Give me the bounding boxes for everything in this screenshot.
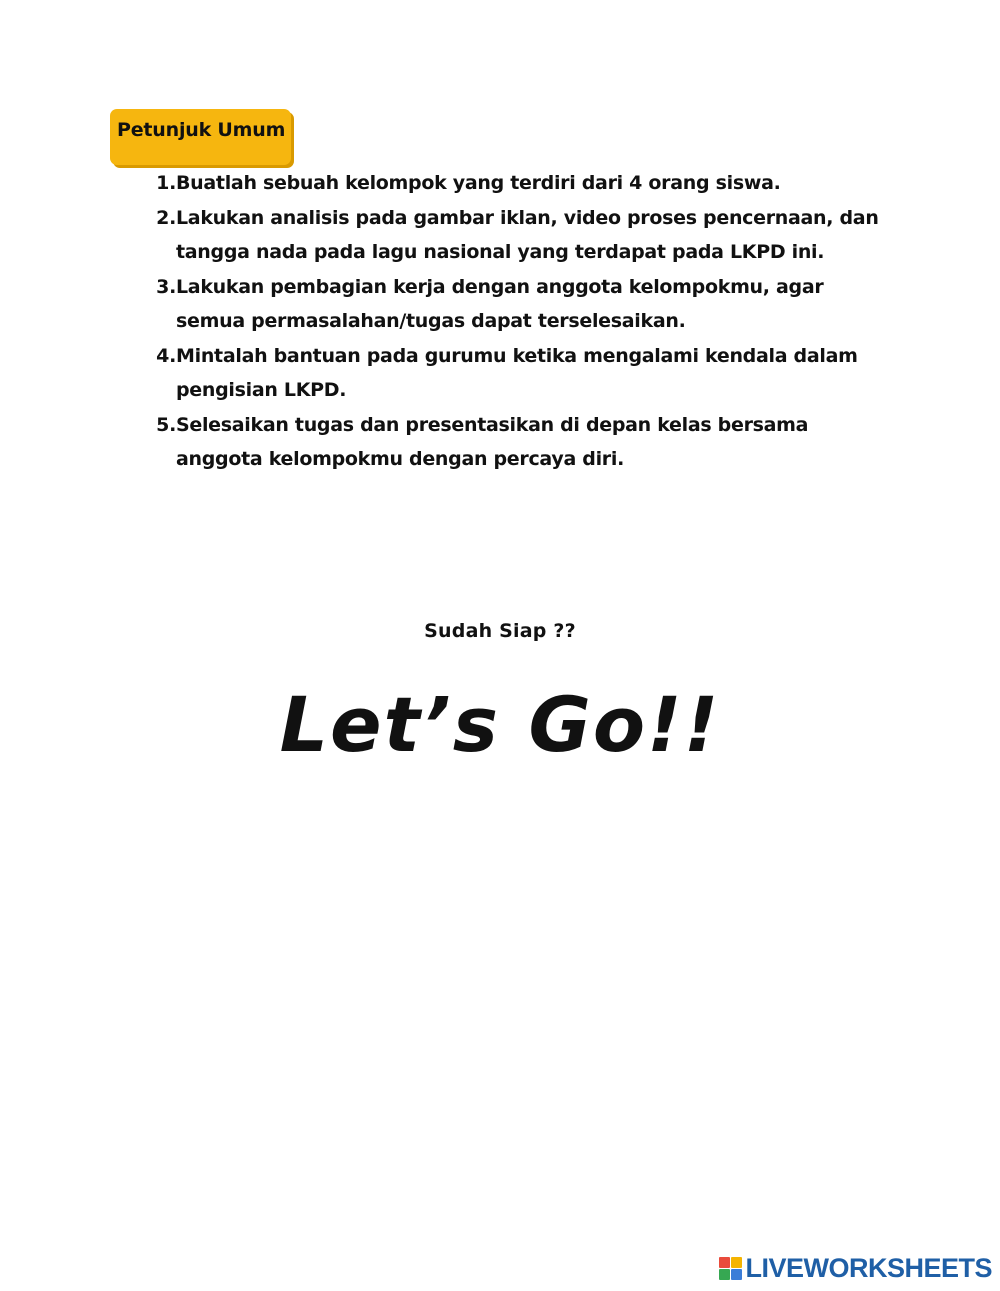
list-item-text: Mintalah bantuan pada gurumu ketika mengalami kendala dalam pengisian LKPD. (176, 344, 858, 401)
list-item-number: 1. (156, 172, 176, 194)
logo-square-icon (719, 1269, 730, 1280)
list-item-number: 5. (156, 413, 176, 436)
list-item (140, 408, 880, 477)
list-item (140, 339, 880, 408)
list-item-text: Lakukan analisis pada gambar iklan, video proses pencernaan, dan tangga nada pada lagu nasional yang terdapat pada LKPD ini. (176, 206, 879, 263)
section-heading: Petunjuk Umum (117, 119, 286, 141)
logo-square-icon (731, 1257, 742, 1268)
heading-badge (110, 109, 291, 165)
liveworksheets-logo-icon (719, 1257, 742, 1280)
list-item (140, 166, 880, 201)
list-item-number: 2. (156, 206, 176, 229)
list-item-number: 3. (156, 275, 176, 298)
ready-question: Sudah Siap ?? (424, 620, 576, 642)
brand-name: LIVEWORKSHEETS (745, 1253, 992, 1283)
list-item-text: Lakukan pembagian kerja dengan anggota kelompokmu, agar semua permasalahan/tugas dapat terselesaikan. (176, 275, 824, 332)
logo-square-icon (731, 1269, 742, 1280)
list-item-number: 4. (156, 344, 176, 367)
list-item (140, 270, 880, 339)
list-item-text: Buatlah sebuah kelompok yang terdiri dari 4 orang siswa. (176, 172, 781, 194)
footer-logo (719, 1255, 992, 1282)
list-item-text: Selesaikan tugas dan presentasikan di depan kelas bersama anggota kelompokmu dengan percaya diri. (176, 413, 809, 470)
lets-go-title: Let’s Go!! (279, 680, 721, 769)
list-item (140, 201, 880, 270)
instruction-list (140, 166, 880, 477)
logo-square-icon (719, 1257, 730, 1268)
